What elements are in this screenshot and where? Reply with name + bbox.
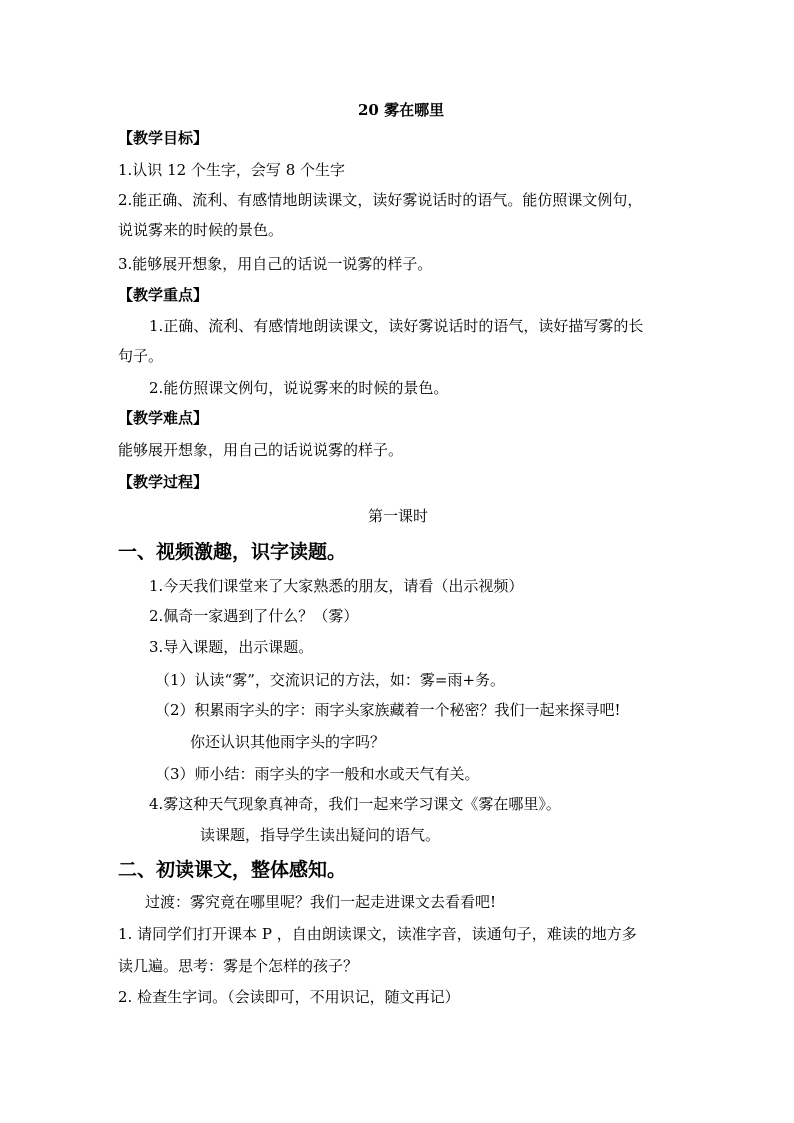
section-heading: 一、视频激趣，识字读题。 — [118, 541, 347, 563]
section-line: 过渡：雾究竟在哪里呢？我们一起走进课文去看看吧! — [145, 893, 497, 911]
section-line: 2. 检查生字词。（会读即可，不用识记，随文再记） — [118, 988, 460, 1006]
section-line: 3.导入课题，出示课题。 — [149, 638, 314, 656]
section-line: 你还认识其他雨字头的字吗？ — [190, 733, 386, 751]
difficulty-heading: 【教学难点】 — [118, 409, 209, 427]
goals-heading: 【教学目标】 — [118, 129, 209, 147]
goal-line: 1.认识 12 个生字，会写 8 个生字 — [118, 161, 346, 179]
process-heading: 【教学过程】 — [118, 473, 209, 491]
key-line: 1.正确、流利、有感情地朗读课文，读好雾说话时的语气，读好描写雾的长 — [149, 317, 644, 335]
section-line: 读几遍。思考：雾是个怎样的孩子？ — [118, 957, 359, 975]
goal-line: 说说雾来的时候的景色。 — [118, 221, 284, 239]
difficulty-line: 能够展开想象，用自己的话说说雾的样子。 — [118, 441, 404, 459]
section-line: 4.雾这种天气现象真神奇，我们一起来学习课文《雾在哪里》。 — [149, 795, 561, 813]
goal-line: 3.能够展开想象，用自己的话说一说雾的样子。 — [118, 255, 433, 273]
section-line: （3）师小结：雨字头的字一般和水或天气有关。 — [155, 765, 480, 783]
section-line: （2）积累雨字头的字：雨字头家族藏着一个秘密？我们一起来探寻吧! — [155, 701, 621, 719]
key-line: 2.能仿照课文例句，说说雾来的时候的景色。 — [149, 379, 449, 397]
session-label: 第一课时 — [368, 507, 429, 525]
key-line: 句子。 — [118, 347, 164, 365]
key-heading: 【教学重点】 — [118, 286, 209, 304]
section-heading: 二、初读课文，整体感知。 — [118, 859, 347, 881]
page-title: 20 雾在哪里 — [358, 101, 445, 119]
section-line: （1）认读“雾”，交流识记的方法，如：雾=雨+务。 — [155, 671, 506, 689]
section-line: 1.今天我们课堂来了大家熟悉的朋友，请看（出示视频） — [149, 577, 524, 595]
goal-line: 2.能正确、流利、有感情地朗读课文，读好雾说话时的语气。能仿照课文例句， — [118, 191, 643, 209]
section-line: 读课题，指导学生读出疑问的语气。 — [200, 826, 441, 844]
section-line: 1. 请同学们打开课本 P ，自由朗读课文，读准字音，读通句子，难读的地方多 — [118, 925, 637, 943]
section-line: 2.佩奇一家遇到了什么？（雾） — [149, 607, 359, 625]
